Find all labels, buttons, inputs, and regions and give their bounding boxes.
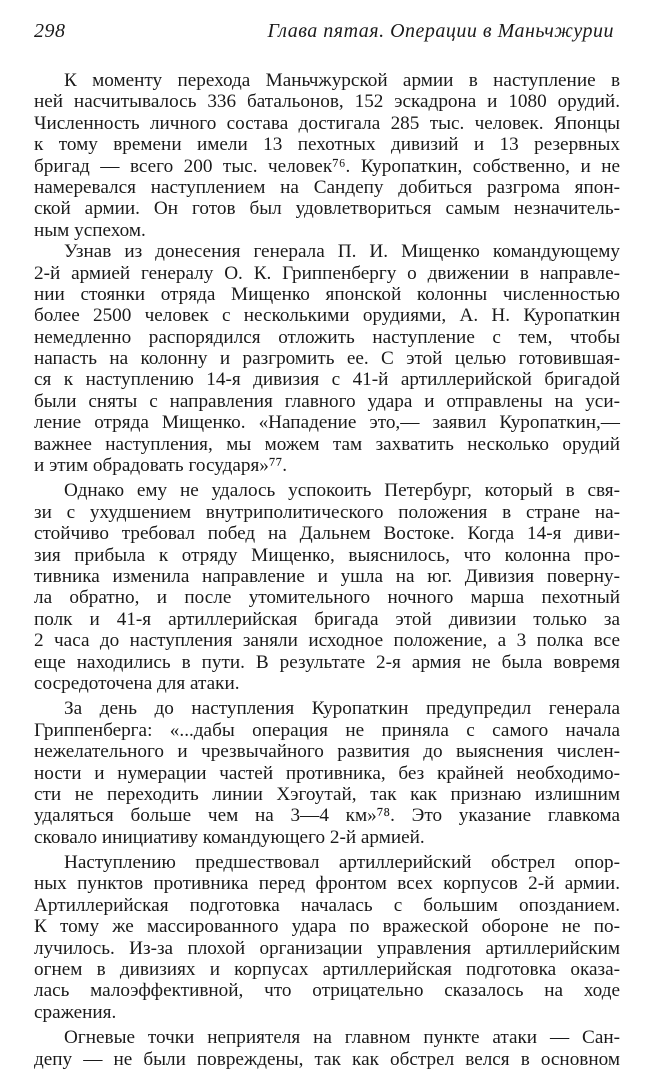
paragraph — [34, 70, 620, 241]
text-line: удаляться больше чем на 3—4 км»⁷⁸. Это указание главкома — [34, 805, 620, 827]
text-line: ской армии. Он готов был удовлетвориться самым незначитель- — [34, 198, 620, 220]
page-number: 298 — [34, 20, 66, 42]
text-line: тивника изменила направление и ушла на юг. Дивизия поверну- — [34, 565, 620, 587]
text-line: полк и 41-я артиллерийская бригада этой дивизии только за — [34, 608, 620, 630]
text-line: и этим обрадовать государя»⁷⁷. — [34, 455, 288, 477]
paragraph — [34, 1027, 620, 1070]
text-line: сосредоточена для атаки. — [34, 672, 240, 694]
paragraph — [34, 241, 620, 476]
text-line: напасть на колонну и разгромить ее. С этой целью готовившая- — [34, 348, 620, 370]
text-line: нежелательного и чрезвычайного развития до выяснения числен- — [34, 741, 620, 763]
text-line: немедленно распорядился отложить наступление с тем, чтобы — [34, 326, 620, 348]
text-line: сти не переходить линии Хэгоутай, так как признаю излишним — [34, 783, 620, 805]
text-line: зи с ухудшением внутриполитического положения в стране на- — [34, 501, 620, 523]
text-line: еще находились в пути. В результате 2-я армия не была вовремя — [34, 651, 620, 673]
text-line: более 2500 человек с несколькими орудиями, А. Н. Куропаткин — [34, 305, 620, 327]
text-line: лась малоэффективной, что отрицательно сказалось на ходе — [34, 980, 620, 1002]
text-line: К тому же массированного удара по вражеской обороне не по- — [34, 916, 620, 938]
paragraph — [34, 480, 620, 694]
text-line: Артиллерийская подготовка началась с большим опозданием. — [34, 894, 620, 916]
text-line: ней насчитывалось 336 батальонов, 152 эскадрона и 1080 орудий. — [34, 91, 620, 113]
paragraph — [34, 698, 620, 848]
text-line: ление отряда Мищенко. «Нападение это,— заявил Куропаткин,— — [34, 412, 620, 434]
text-line: важнее наступления, мы можем там захватить несколько орудий — [34, 433, 620, 455]
text-line: лучилось. Из-за плохой организации управления артиллерийским — [34, 937, 620, 959]
text-line: ся к наступлению 14-я дивизия с 41-й артиллерийской бригадой — [34, 369, 620, 391]
text-line: депу — не были повреждены, так как обстрел велся в основном — [34, 1048, 620, 1070]
text-line: Численность личного состава достигала 285 тыс. человек. Японцы — [34, 112, 620, 134]
page-header — [34, 20, 614, 48]
text-line: ности и нумерации частей противника, без крайней необходимо- — [34, 762, 620, 784]
text-line: были сняты с направления главного удара и отправлены на уси- — [34, 390, 620, 412]
text-line: Гриппенберга: «...дабы операция не приняла с самого начала — [34, 719, 620, 741]
text-line: намеревался наступлением на Сандепу добиться разгрома япон- — [34, 176, 620, 198]
text-line: Огневые точки неприятеля на главном пункте атаки — Сан- — [64, 1027, 620, 1049]
text-line: огнем в дивизиях и корпусах артиллерийская подготовка оказа- — [34, 959, 620, 981]
text-line: 2-й армией генералу О. К. Гриппенбергу о движении в направле- — [34, 262, 620, 284]
paragraph — [34, 852, 620, 1023]
text-line: сражения. — [34, 1001, 117, 1023]
text-line: бригад — всего 200 тыс. человек⁷⁶. Куропаткин, собственно, и не — [34, 155, 620, 177]
text-line: ным успехом. — [34, 219, 146, 241]
text-line: ла обратно, и после утомительного ночного марша пехотный — [34, 587, 620, 609]
text-line: Узнав из донесения генерала П. И. Мищенко командующему — [64, 241, 620, 263]
text-line: ных пунктов противника перед фронтом всех корпусов 2-й армии. — [34, 873, 620, 895]
text-line: сковало инициативу командующего 2-й армией. — [34, 826, 425, 848]
text-line: зия прибыла к отряду Мищенко, выяснилось, что колонна про- — [34, 544, 620, 566]
text-line: нии стоянки отряда Мищенко японской колонны численностью — [34, 283, 620, 305]
text-line: к тому времени имели 13 пехотных дивизий и 13 резервных — [34, 134, 620, 156]
text-line: стойчиво требовал побед на Дальнем Востоке. Когда 14-я диви- — [34, 523, 620, 545]
text-line: Однако ему не удалось успокоить Петербург, который в свя- — [64, 480, 620, 502]
text-line: Наступлению предшествовал артиллерийский обстрел опор- — [64, 852, 620, 874]
chapter-title: Глава пятая. Операции в Маньчжурии — [267, 20, 614, 42]
text-line: К моменту перехода Маньчжурской армии в наступление в — [64, 70, 620, 91]
page-body — [34, 70, 620, 1070]
text-line: За день до наступления Куропаткин предупредил генерала — [64, 698, 620, 720]
text-line: 2 часа до наступления заняли исходное положение, а 3 полка все — [34, 630, 620, 652]
